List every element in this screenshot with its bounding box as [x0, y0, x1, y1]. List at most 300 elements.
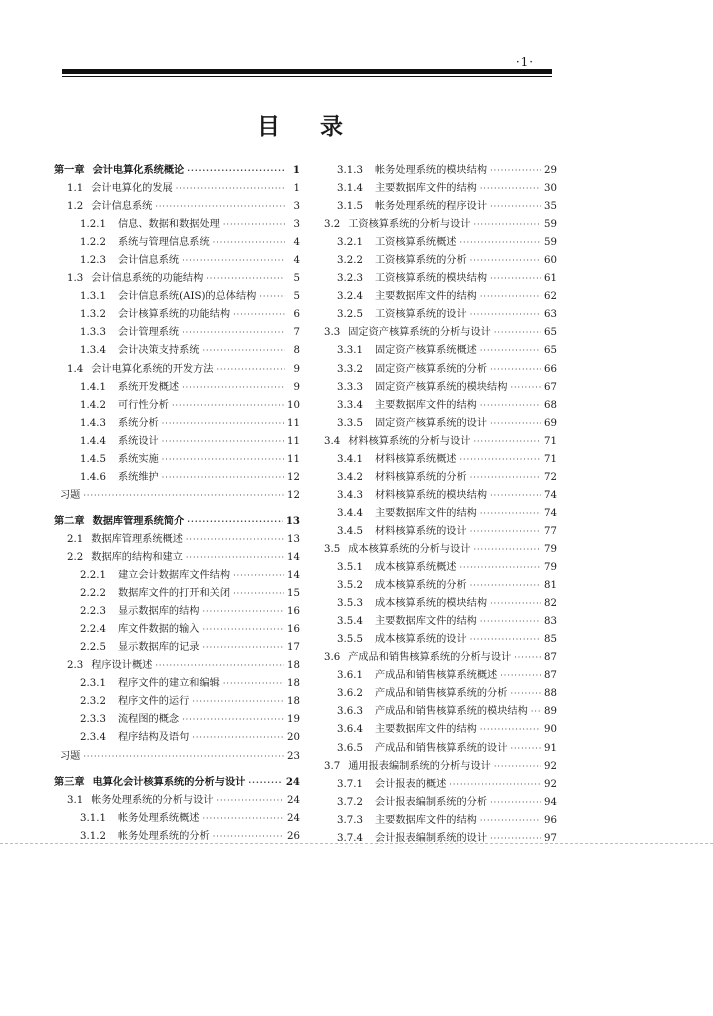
toc-entry-title: 材料核算系统的设计	[375, 525, 467, 537]
toc-dot-leader	[248, 777, 282, 787]
toc-gap	[54, 765, 300, 773]
toc-entry-number: 3.5.1	[337, 562, 363, 574]
toc-entry-page: 11	[287, 435, 300, 447]
toc-entry-number: 3.7.2	[337, 796, 363, 808]
toc-dot-leader	[155, 202, 285, 211]
toc-dot-leader	[490, 202, 541, 211]
toc-entry-page: 82	[544, 598, 557, 610]
toc-entry-title: 通用报表编制系统的分析与设计	[348, 760, 491, 772]
toc-entry[interactable]	[54, 548, 300, 566]
toc-entry[interactable]	[311, 468, 557, 486]
toc-entry-number: 1.1	[67, 183, 84, 195]
toc-entry-title: 会计电算化的发展	[91, 183, 173, 195]
toc-entry-page: 24	[285, 775, 300, 788]
toc-entry-title: 程序文件的建立和编辑	[118, 678, 220, 690]
toc-entry-page: 94	[544, 796, 557, 808]
toc-dot-leader	[490, 365, 541, 374]
toc-entry-page: 8	[293, 345, 300, 357]
toc-entry[interactable]	[311, 215, 557, 233]
toc-dot-leader	[203, 814, 285, 823]
toc-entry-page: 67	[544, 381, 557, 393]
toc-entry[interactable]	[311, 594, 557, 612]
toc-entry-number: 2.2.4	[80, 624, 106, 636]
toc-entry-number: 1.4.3	[80, 417, 106, 429]
toc-entry-title: 工资核算系统的模块结构	[375, 273, 488, 285]
toc-entry-number: 1.2.3	[80, 255, 106, 267]
toc-entry-number: 3.7.1	[337, 778, 363, 790]
toc-dot-leader	[192, 697, 284, 706]
toc-entry-page: 1	[293, 183, 300, 195]
toc-entry[interactable]	[311, 233, 557, 251]
toc-entry-title: 产成品和销售核算系统概述	[375, 670, 498, 682]
toc-dot-leader	[182, 715, 284, 724]
toc-entry[interactable]	[311, 576, 557, 594]
toc-entry-title: 成本核算系统的设计	[375, 634, 467, 646]
toc-entry-number: 3.3.1	[337, 345, 363, 357]
toc-dot-leader	[223, 220, 285, 229]
toc-entry-title: 数据库管理系统概述	[91, 533, 183, 545]
toc-entry[interactable]	[311, 702, 557, 720]
toc-entry-title: 成本核算系统的分析与设计	[348, 543, 471, 555]
toc-chapter-entry[interactable]	[54, 512, 300, 530]
toc-entry[interactable]	[54, 269, 300, 287]
toc-dot-leader	[162, 455, 284, 464]
toc-entry[interactable]	[311, 739, 557, 757]
toc-entry-title: 工资核算系统的分析	[375, 255, 467, 267]
toc-dot-leader	[480, 292, 541, 301]
toc-dot-leader	[494, 762, 541, 771]
toc-entry[interactable]	[54, 414, 300, 432]
toc-entry-title: 产成品和销售核算系统的设计	[375, 742, 508, 754]
toc-entry-number: 3.6.5	[337, 742, 363, 754]
toc-entry-page: 97	[544, 832, 557, 844]
toc-entry-title: 信息、数据和数据处理	[118, 219, 220, 231]
toc-entry-title: 材料核算系统概述	[375, 453, 457, 465]
toc-entry-page: 4	[293, 255, 300, 267]
toc-entry[interactable]	[54, 674, 300, 692]
toc-entry[interactable]	[54, 323, 300, 341]
toc-dot-leader	[172, 401, 284, 410]
toc-dot-leader	[233, 571, 284, 580]
toc-entry-number: 3.5.4	[337, 616, 363, 628]
toc-entry-title: 显示数据库的记录	[118, 642, 200, 654]
toc-entry-page: 17	[287, 642, 300, 654]
toc-entry-number: 3.3.5	[337, 417, 363, 429]
toc-entry[interactable]	[311, 684, 557, 702]
toc-entry-title: 系统开发概述	[118, 381, 180, 393]
toc-entry-number: 3.7.4	[337, 832, 363, 844]
toc-entry[interactable]	[54, 791, 300, 809]
toc-dot-leader	[203, 643, 285, 652]
toc-entry-page: 1	[292, 164, 300, 176]
toc-entry-title: 会计电算化系统概论	[92, 164, 185, 176]
toc-entry-number: 3.2.2	[337, 255, 363, 267]
toc-entry-number: 1.4.6	[80, 471, 106, 483]
toc-entry[interactable]	[54, 566, 300, 584]
toc-dot-leader	[186, 535, 284, 544]
toc-entry[interactable]	[54, 692, 300, 710]
toc-entry-title: 工资核算系统概述	[375, 237, 457, 249]
toc-entry[interactable]	[54, 710, 300, 728]
toc-entry-title: 习题	[60, 489, 81, 501]
toc-entry-page: 96	[544, 814, 557, 826]
toc-entry-title: 会计报表的概述	[375, 778, 447, 790]
toc-dot-leader	[186, 553, 284, 562]
toc-dot-leader	[233, 310, 285, 319]
toc-entry[interactable]	[54, 656, 300, 674]
toc-entry-page: 15	[287, 588, 300, 600]
toc-entry-number: 3.1	[67, 794, 84, 806]
toc-entry[interactable]	[54, 486, 300, 504]
toc-entry-title: 数据库的结构和建立	[91, 551, 183, 563]
toc-entry[interactable]	[54, 809, 300, 827]
toc-entry-page: 3	[293, 201, 300, 213]
toc-entry-page: 69	[544, 417, 557, 429]
toc-entry-title: 主要数据库文件的结构	[375, 399, 477, 411]
toc-entry-number: 3.6.2	[337, 688, 363, 700]
toc-dot-leader	[480, 725, 541, 734]
toc-entry-number: 1.2.1	[80, 219, 106, 231]
toc-dot-leader	[216, 796, 284, 805]
toc-entry[interactable]	[54, 305, 300, 323]
toc-entry[interactable]	[311, 630, 557, 648]
toc-entry[interactable]	[311, 197, 557, 215]
toc-entry-page: 30	[544, 183, 557, 195]
toc-entry-number: 3.2	[324, 219, 341, 231]
toc-entry-page: 12	[287, 471, 300, 483]
toc-entry[interactable]	[54, 233, 300, 251]
toc-entry-page: 59	[544, 219, 557, 231]
toc-entry-title: 会计报表编制系统的设计	[375, 832, 488, 844]
toc-entry-title: 会计信息系统	[91, 201, 153, 213]
toc-entry-number: 3.5.3	[337, 598, 363, 610]
toc-entry-title: 系统与管理信息系统	[118, 237, 210, 249]
toc-entry[interactable]	[311, 666, 557, 684]
toc-dot-leader	[470, 581, 541, 590]
toc-entry[interactable]	[54, 215, 300, 233]
toc-entry-page: 35	[544, 201, 557, 213]
toc-entry-page: 29	[544, 165, 557, 176]
toc-entry-number: 3.1.1	[80, 812, 106, 824]
toc-dot-leader	[490, 599, 541, 608]
toc-entry-title: 可行性分析	[118, 399, 169, 411]
toc-entry[interactable]	[54, 396, 300, 414]
toc-dot-leader	[187, 516, 283, 526]
toc-dot-leader	[216, 365, 285, 374]
toc-dot-leader	[490, 419, 541, 428]
toc-dot-leader	[203, 625, 285, 634]
toc-entry-number: 3.4.4	[337, 507, 363, 519]
toc-entry-number: 2.2.5	[80, 642, 106, 654]
toc-entry[interactable]	[54, 620, 300, 638]
toc-entry-number: 1.4.5	[80, 453, 106, 465]
page-number: ·1·	[515, 55, 535, 69]
toc-entry[interactable]	[311, 811, 557, 829]
toc-entry-number: 第三章	[54, 775, 85, 788]
toc-entry[interactable]	[54, 638, 300, 656]
toc-entry-title: 会计报表编制系统的分析	[375, 796, 488, 808]
toc-dot-leader	[162, 419, 284, 428]
toc-entry-number: 3.6.1	[337, 670, 363, 682]
toc-dot-leader	[480, 509, 541, 518]
toc-entry[interactable]	[311, 450, 557, 468]
toc-entry[interactable]	[311, 341, 557, 359]
toc-entry-number: 3.5.5	[337, 634, 363, 646]
toc-entry[interactable]	[311, 179, 557, 197]
toc-entry-number: 1.2.2	[80, 237, 106, 249]
toc-entry-title: 程序结构及语句	[118, 732, 190, 744]
toc-entry[interactable]	[54, 360, 300, 378]
toc-entry[interactable]	[311, 414, 557, 432]
toc-entry-title: 会计核算系统的功能结构	[118, 309, 231, 321]
toc-entry[interactable]	[311, 558, 557, 576]
toc-entry-number: 3.1.2	[80, 830, 106, 842]
toc-entry-page: 83	[544, 616, 557, 628]
toc-entry[interactable]	[311, 161, 557, 179]
toc-entry-page: 92	[544, 778, 557, 790]
toc-entry[interactable]	[311, 757, 557, 775]
toc-entry-number: 2.3.4	[80, 732, 106, 744]
page-title: 目录	[257, 113, 383, 140]
toc-entry-page: 18	[287, 660, 300, 672]
toc-dot-leader	[176, 184, 285, 193]
toc-entry-page: 10	[287, 399, 300, 411]
toc-entry-page: 79	[544, 543, 557, 555]
toc-entry-title: 产成品和销售核算系统的分析	[375, 688, 508, 700]
toc-left-column	[54, 161, 300, 845]
toc-entry-page: 63	[544, 309, 557, 321]
toc-entry-title: 会计电算化系统的开发方法	[91, 363, 214, 375]
toc-entry-number: 3.4.5	[337, 525, 363, 537]
toc-entry-number: 3.3	[324, 327, 341, 339]
toc-entry-number: 1.4.2	[80, 399, 106, 411]
toc-entry[interactable]	[54, 584, 300, 602]
toc-entry-page: 16	[287, 624, 300, 636]
toc-entry-title: 固定资产核算系统的分析与设计	[348, 327, 491, 339]
toc-entry-title: 材料核算系统的分析与设计	[348, 435, 471, 447]
toc-entry[interactable]	[311, 504, 557, 522]
toc-entry[interactable]	[54, 450, 300, 468]
toc-entry-page: 9	[293, 381, 300, 393]
toc-chapter-entry[interactable]	[54, 161, 300, 179]
toc-entry[interactable]	[54, 468, 300, 486]
toc-dot-leader	[187, 165, 285, 175]
toc-entry-page: 11	[287, 417, 300, 429]
toc-entry-number: 3.2.1	[337, 237, 363, 249]
toc-entry[interactable]	[54, 530, 300, 548]
toc-entry-title: 帐务处理系统的分析	[118, 830, 210, 842]
toc-entry[interactable]	[311, 396, 557, 414]
toc-entry[interactable]	[54, 747, 300, 765]
toc-entry-number: 3.3.4	[337, 399, 363, 411]
toc-entry-number: 1.4	[67, 363, 84, 375]
toc-entry-page: 6	[293, 309, 300, 321]
toc-dot-leader	[480, 617, 541, 626]
toc-entry-number: 2.2.2	[80, 588, 106, 600]
toc-dot-leader	[213, 832, 284, 841]
toc-entry-number: 3.2.4	[337, 291, 363, 303]
toc-dot-leader	[182, 328, 285, 337]
toc-entry-number: 1.3	[67, 273, 84, 285]
toc-entry[interactable]	[54, 602, 300, 620]
toc-entry[interactable]	[54, 179, 300, 197]
toc-entry[interactable]	[311, 648, 557, 666]
toc-entry-title: 系统维护	[118, 471, 159, 483]
toc-entry-title: 主要数据库文件的结构	[375, 724, 477, 736]
toc-entry-title: 材料核算系统的模块结构	[375, 489, 488, 501]
toc-dot-leader	[510, 744, 541, 753]
toc-entry-page: 18	[287, 678, 300, 690]
toc-entry-title: 主要数据库文件的结构	[375, 814, 477, 826]
toc-entry[interactable]	[54, 287, 300, 305]
toc-entry-page: 66	[544, 363, 557, 375]
toc-entry-number: 3.3.3	[337, 381, 363, 393]
toc-entry-number: 1.3.4	[80, 345, 106, 357]
header-rule-thick	[62, 69, 552, 74]
toc-chapter-entry[interactable]	[54, 773, 300, 791]
toc-entry[interactable]	[311, 486, 557, 504]
toc-entry-page: 60	[544, 255, 557, 267]
toc-entry-number: 3.4.3	[337, 489, 363, 501]
toc-entry-page: 13	[287, 533, 300, 545]
toc-entry-number: 2.3	[67, 660, 84, 672]
toc-entry-title: 成本核算系统概述	[375, 562, 457, 574]
toc-entry-page: 26	[287, 830, 300, 842]
toc-dot-leader	[203, 346, 286, 355]
toc-dot-leader	[473, 220, 541, 229]
toc-entry-number: 3.4	[324, 435, 341, 447]
toc-entry[interactable]	[311, 432, 557, 450]
toc-entry[interactable]	[54, 432, 300, 450]
toc-entry-page: 4	[293, 237, 300, 249]
toc-dot-leader	[259, 292, 285, 301]
toc-entry-number: 3.3.2	[337, 363, 363, 375]
toc-entry-number: 3.6	[324, 652, 341, 664]
toc-dot-leader	[470, 527, 541, 536]
toc-entry[interactable]	[54, 251, 300, 269]
toc-entry-title: 固定资产核算系统的设计	[375, 417, 488, 429]
toc-entry-number: 3.2.5	[337, 309, 363, 321]
toc-dot-leader	[494, 328, 541, 337]
toc-entry-number: 3.7.3	[337, 814, 363, 826]
toc-entry[interactable]	[311, 287, 557, 305]
toc-entry-number: 2.2	[67, 551, 84, 563]
toc-entry[interactable]	[311, 775, 557, 793]
toc-dot-leader	[480, 184, 541, 193]
toc-entry-number: 第二章	[54, 514, 85, 527]
toc-entry-number: 3.4.1	[337, 453, 363, 465]
toc-entry[interactable]	[311, 793, 557, 811]
toc-dot-leader	[480, 401, 541, 410]
toc-dot-leader	[480, 816, 541, 825]
toc-entry[interactable]	[311, 305, 557, 323]
toc-entry-title: 数据库管理系统简介	[92, 514, 185, 527]
toc-entry-page: 62	[544, 291, 557, 303]
toc-entry[interactable]	[311, 720, 557, 738]
toc-entry-title: 数据库文件的打开和关闭	[118, 588, 231, 600]
toc-entry-title: 建立会计数据库文件结构	[118, 570, 231, 582]
toc-entry-title: 固定资产核算系统概述	[375, 345, 477, 357]
toc-entry-page: 18	[287, 696, 300, 708]
toc-dot-leader	[470, 473, 541, 482]
toc-entry-number: 3.1.4	[337, 183, 363, 195]
toc-entry[interactable]	[54, 728, 300, 746]
toc-entry-page: 81	[544, 580, 557, 592]
toc-entry-page: 87	[544, 670, 557, 682]
toc-entry-number: 1.3.1	[80, 291, 106, 303]
toc-entry-number: 第一章	[54, 164, 85, 176]
toc-entry[interactable]	[54, 197, 300, 215]
toc-entry-number: 2.3.1	[80, 678, 106, 690]
toc-entry-page: 5	[293, 273, 300, 285]
toc-entry-title: 电算化会计核算系统的分析与设计	[92, 775, 246, 788]
toc-dot-leader	[182, 383, 285, 392]
toc-dot-leader	[473, 437, 541, 446]
toc-dot-leader	[470, 310, 541, 319]
toc-entry-number: 3.1.3	[337, 165, 363, 176]
toc-dot-leader	[473, 545, 541, 554]
toc-dot-leader	[510, 689, 541, 698]
toc-entry-title: 材料核算系统的分析	[375, 471, 467, 483]
toc-entry-title: 会计管理系统	[118, 327, 180, 339]
toc-entry-title: 工资核算系统的设计	[375, 309, 467, 321]
toc-entry-title: 帐务处理系统概述	[118, 812, 200, 824]
toc-entry[interactable]	[311, 829, 557, 847]
toc-entry-number: 3.5	[324, 543, 341, 555]
toc-entry[interactable]	[311, 323, 557, 341]
toc-entry-title: 固定资产核算系统的分析	[375, 363, 488, 375]
toc-entry-page: 5	[293, 291, 300, 303]
toc-entry-title: 帐务处理系统的程序设计	[375, 201, 488, 213]
toc-entry-title: 成本核算系统的模块结构	[375, 598, 488, 610]
toc-entry[interactable]	[311, 540, 557, 558]
toc-entry-page: 68	[544, 399, 557, 411]
toc-entry[interactable]	[311, 522, 557, 540]
toc-entry-page: 77	[544, 525, 557, 537]
toc-entry[interactable]	[311, 360, 557, 378]
toc-entry[interactable]	[54, 378, 300, 396]
toc-entry-page: 91	[544, 742, 557, 754]
toc-entry-title: 会计信息系统	[118, 255, 180, 267]
toc-entry-title: 工资核算系统的分析与设计	[348, 219, 471, 231]
toc-dot-leader	[162, 437, 284, 446]
toc-entry-page: 16	[287, 606, 300, 618]
toc-entry-number: 3.5.2	[337, 580, 363, 592]
toc-entry[interactable]	[311, 269, 557, 287]
toc-entry-page: 72	[544, 471, 557, 483]
toc-entry-number: 1.2	[67, 201, 84, 213]
toc-entry-title: 库文件数据的输入	[118, 624, 200, 636]
toc-entry-title: 产成品和销售核算系统的分析与设计	[348, 652, 512, 664]
toc-entry[interactable]	[311, 612, 557, 630]
toc-dot-leader	[182, 256, 285, 265]
toc-entry-title: 会计决策支持系统	[118, 345, 200, 357]
toc-entry-title: 帐务处理系统的模块结构	[375, 165, 488, 176]
toc-entry-title: 系统设计	[118, 435, 159, 447]
toc-entry[interactable]	[54, 341, 300, 359]
toc-entry[interactable]	[311, 251, 557, 269]
toc-entry-page: 90	[544, 724, 557, 736]
toc-dot-leader	[460, 455, 542, 464]
header-rule-thin	[62, 76, 552, 77]
toc-dot-leader	[470, 635, 541, 644]
toc-entry-number: 1.3.3	[80, 327, 106, 339]
toc-dot-leader	[500, 671, 541, 680]
toc-entry[interactable]	[311, 378, 557, 396]
toc-dot-leader	[233, 589, 284, 598]
toc-entry-page: 59	[544, 237, 557, 249]
toc-gap	[54, 504, 300, 512]
